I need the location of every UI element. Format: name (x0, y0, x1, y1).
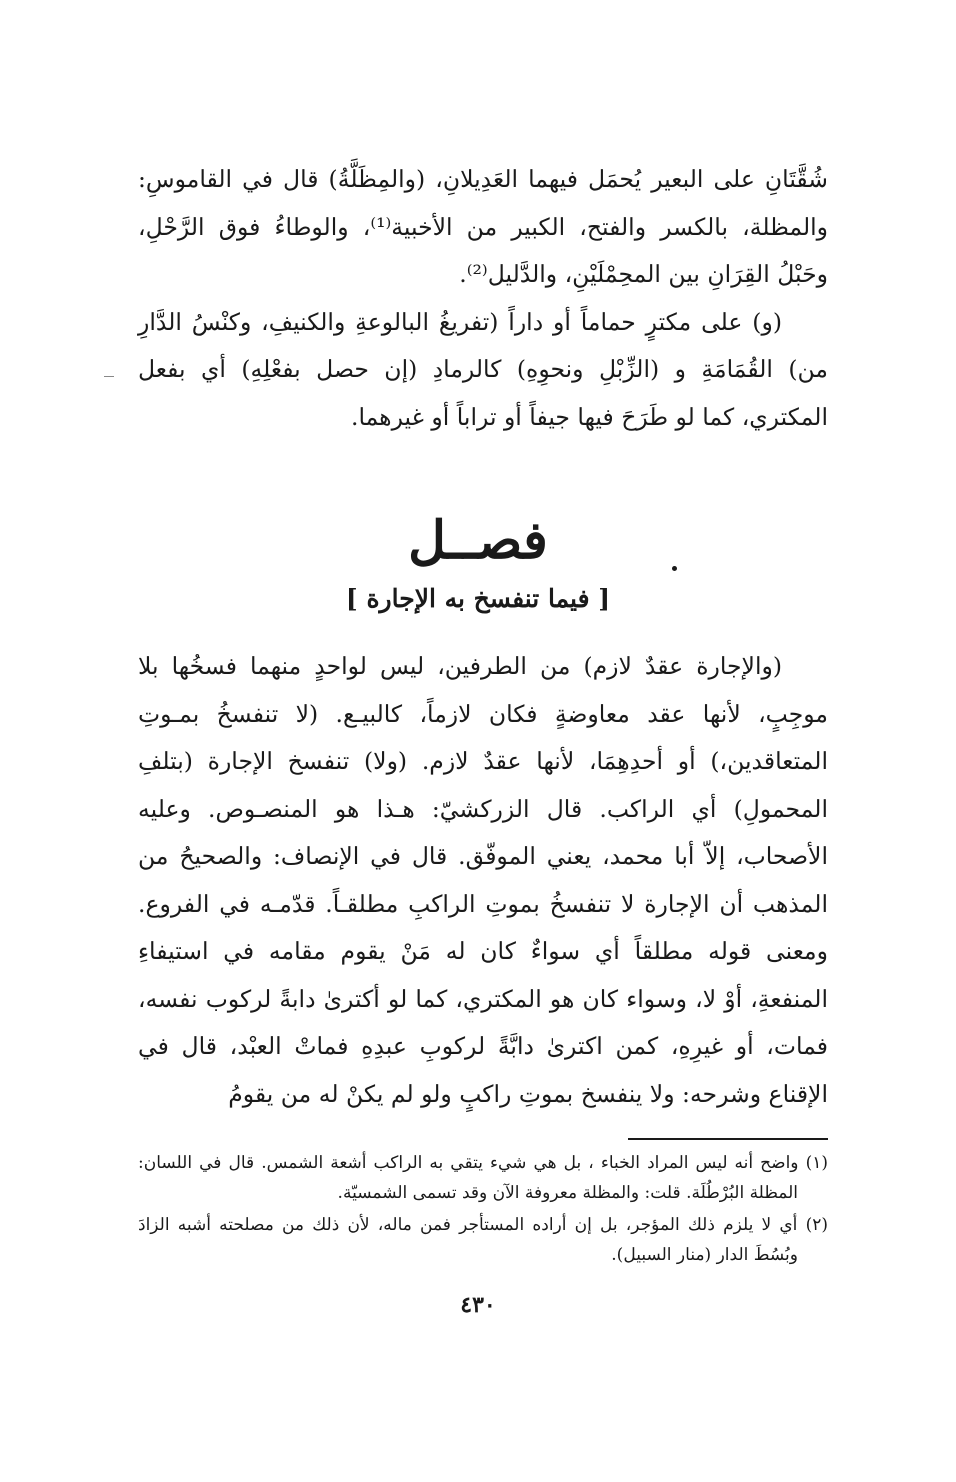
footnote-1: (١) واضح أنه ليس المراد الخباء ، بل هي شيء يتقي به الراكب أشعة الشمس. قال في اللسان: المظلة البُرْطُلَة. قلت: والمظلة معروفة الآن وقد تسمى الشمسيّة. (138, 1153, 828, 1203)
page-number: ٤٣٠ (460, 1292, 496, 1318)
footnotes (138, 1148, 828, 1272)
top-paragraph-1: شُقَّتَانِ على البعير يُحمَل فيهما العَدِيلانِ، (والمِظَلَّةُ) قال في القاموسِ: والمظلة، بالكسر والفتح، الكبير من الأخبية⁽¹⁾، والوطاءُ فوق الرَّحْلِ، وحَبْلُ القِرَانِ بين المحِمْلَيْنِ، والدَّليل⁽²⁾. (138, 165, 829, 288)
top-text-block (138, 156, 828, 441)
top-paragraph-2: (و) على مكترٍ حماماً أو داراً (تفريغُ البالوعةِ والكنيفِ، وكنْسُ الدَّارِ من) القُمَامَةِ و (الزِّبْلِ ونحوِهِ) كالرمادِ (إن حصل بفعْلِهِ) أي بفعل المكتري، كما لو طَرَحَ فيها جيفاً أو تراباً أو غيرهما. (138, 307, 828, 431)
section-ornament (0, 510, 956, 571)
margin-mark (104, 376, 114, 377)
section-title: [ فيما تنفسخ به الإجارة ] (345, 584, 611, 613)
footnote-2: (٢) أي لا يلزم ذلك المؤجر، بل إن أراده المستأجر فمن ماله، لأن ذلك من مصلحته أشبه الزادَ وبُسُطَ الدار (منار السبيل). (138, 1215, 828, 1265)
section-ornament-text: فصــل (408, 510, 548, 571)
main-text-block (138, 643, 828, 1118)
main-paragraph-1: (والإجارة عقدٌ لازم) من الطرفين، ليس لواحدٍ منهما فسخُها بلا موجِبٍ، لأنها عقد معاوضةٍ فكان لازماً، كالبيـع. (لا تنفسخُ بمـوتِ المتعاقدين،) أو أحدِهِمَا، لأنها عقدٌ لازم. (ولا) تنفسخ الإجارة (بتلفِ المحمولِ) أي الراكب. قال الزركشيّ: هـذا هو المنصـوص. وعليه الأصحاب، إلاّ أبا محمد، يعني الموفّق. قال في الإنصاف: والصحيحُ من المذهب أن الإجارة لا تنفسخُ بموتِ الراكبِ مطلقـاً. قدّمـه في الفروع. ومعنى قوله مطلقاً أي سواءٌ كان له مَنْ يقوم مقامه في استيفاءِ المنفعةِ، أوْ لا، وسواء كان هو المكتري، كما لو أكترىٰ دابةً لركوب نفسه، فمات، أو غيرِهِ، كمن اكترىٰ دابَّةً لركوبِ عبدِهِ فماتْ العبْد، قال في الإقناع وشرحه: ولا ينفسخ بموتِ راكبٍ ولو لم يكنْ له من يقومُ (138, 652, 828, 1108)
decorative-dot (672, 566, 677, 571)
footnote-divider (628, 1138, 828, 1140)
